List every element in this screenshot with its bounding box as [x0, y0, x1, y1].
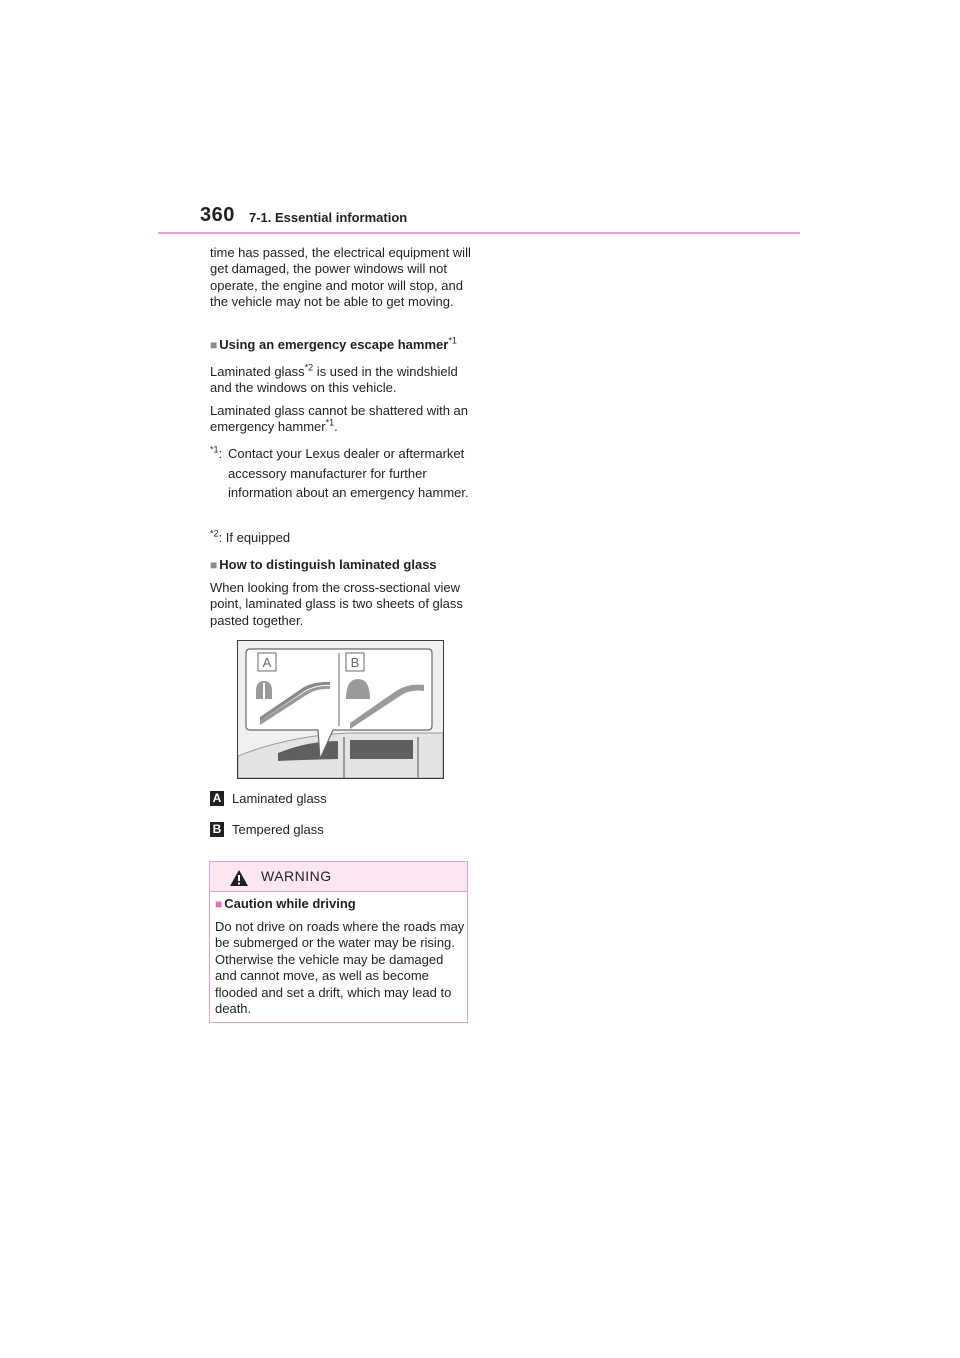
label-a-text: A — [262, 655, 272, 670]
footnote-2-mark: *2 — [210, 528, 219, 539]
legend-key-a: A — [210, 791, 224, 806]
label-b-box — [346, 653, 364, 671]
page-number: 360 — [200, 204, 235, 226]
distinguish-heading-text: How to distinguish laminated glass — [219, 557, 437, 572]
page-header — [158, 200, 800, 236]
distinguish-paragraph — [210, 580, 472, 629]
intro-text: time has passed, the electrical equipment will get damaged, the power windows will not operate, the engine and motor will stop, and the vehicle may not be able to get moving. — [210, 245, 471, 310]
hammer-paragraph-1 — [210, 364, 472, 397]
bullet-square-icon: ■ — [210, 338, 218, 352]
glass-cross-section-drawing — [238, 641, 443, 778]
warning-title: WARNING — [261, 868, 332, 884]
hammer-paragraph-2 — [210, 403, 472, 436]
para2-after: . — [334, 419, 338, 435]
footnote-1-mark: *1 — [210, 444, 219, 455]
hammer-heading-text: Using an emergency escape hammer — [219, 337, 449, 352]
warning-header — [210, 862, 467, 892]
hammer-heading — [210, 337, 472, 353]
header-divider — [158, 232, 800, 234]
footnote-1-text: Contact your Lexus dealer or aftermarket accessory manufacturer for further information about an emergency hammer. — [228, 446, 469, 500]
glass-illustration — [237, 640, 444, 779]
footnote-1-colon: : — [218, 446, 223, 461]
hammer-heading-sup: *1 — [448, 335, 457, 346]
intro-paragraph — [210, 245, 472, 311]
para2-before: Laminated glass cannot be shattered with an emergency hammer — [210, 403, 469, 435]
warning-subheading — [215, 896, 356, 911]
para1-after: is used in the windshield and the windows on this vehicle. — [210, 364, 458, 396]
warning-text: Do not drive on roads where the roads may be submerged or the water may be rising. Otherwise the vehicle may be damaged and cannot move, as well as become flooded and set a drift, which may lead to death. — [215, 919, 465, 1017]
warning-box — [209, 861, 468, 1023]
legend-item-b — [210, 821, 324, 837]
distinguish-heading — [210, 557, 472, 573]
footnote-2-text: If equipped — [225, 530, 291, 545]
para1-sup: *2 — [304, 362, 314, 373]
bullet-square-icon: ■ — [210, 558, 218, 572]
warning-subheading-text: Caution while driving — [224, 896, 356, 911]
para1-before: Laminated glass — [210, 364, 305, 379]
legend-text-b: Tempered glass — [232, 822, 324, 838]
distinguish-text: When looking from the cross-sectional view point, laminated glass is two sheets of glass pasted together. — [210, 580, 463, 628]
section-title: 7-1. Essential information — [249, 210, 408, 225]
legend-key-b: B — [210, 822, 224, 837]
para2-sup: *1 — [325, 418, 335, 429]
bullet-square-icon: ■ — [215, 897, 223, 911]
legend-text-a: Laminated glass — [232, 791, 327, 807]
footnote-1 — [210, 444, 472, 500]
footnote-2 — [210, 528, 472, 548]
warning-triangle-icon — [229, 869, 249, 887]
legend-item-a — [210, 790, 327, 806]
label-b-text: B — [350, 655, 360, 670]
label-a-box — [258, 653, 276, 671]
footnote-2-colon: : — [218, 530, 226, 545]
